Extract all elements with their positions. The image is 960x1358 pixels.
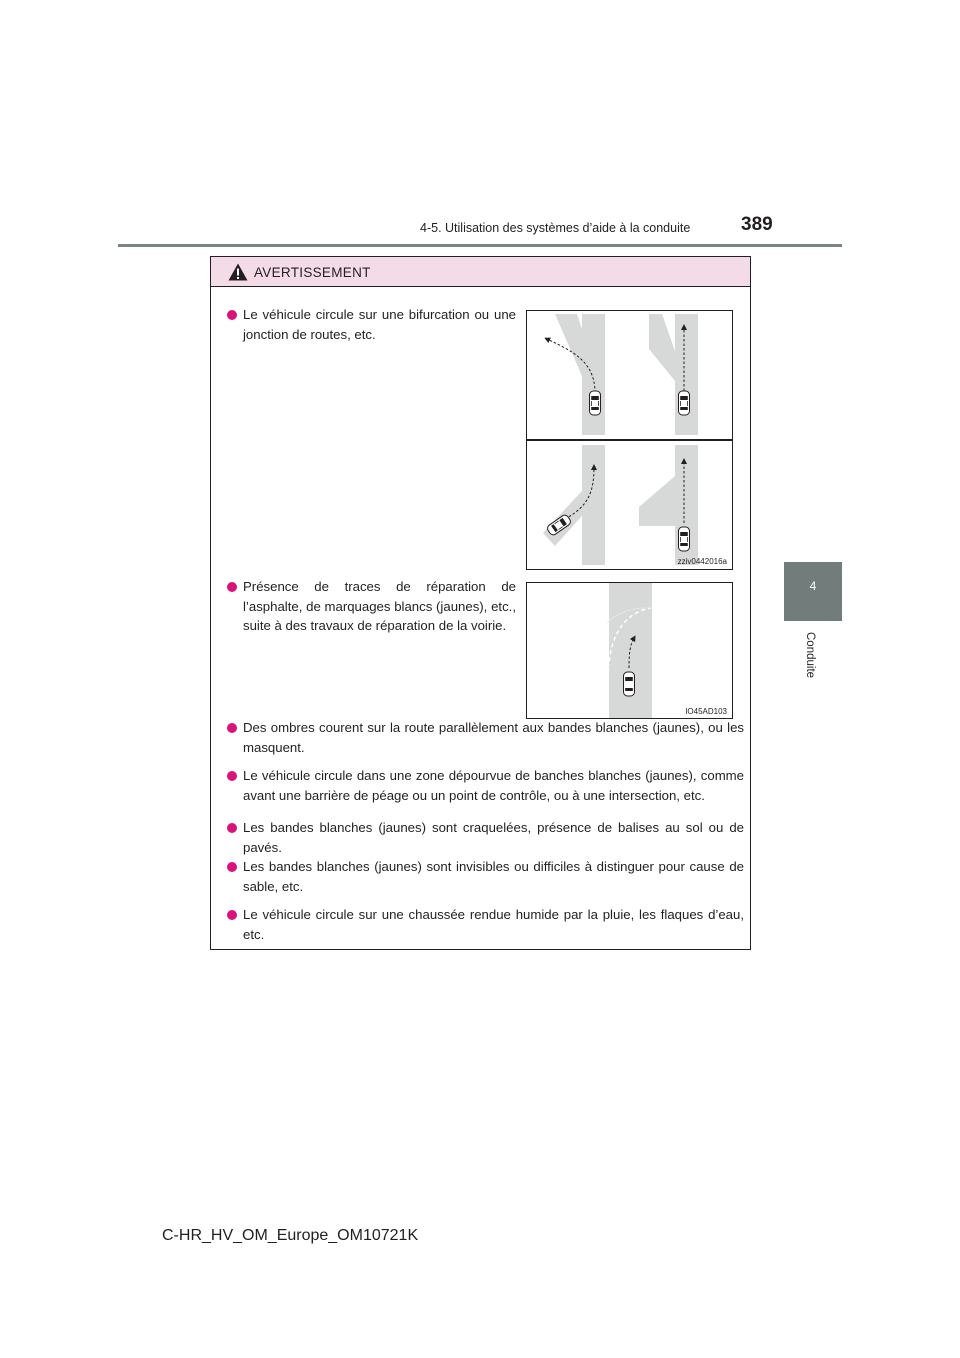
- figure-code: zziv0442016a: [677, 557, 727, 566]
- warning-item: Présence de traces de réparation de l’asphalte, de marquages blancs (jaunes), etc., suite à des travaux de réparation de la voirie.: [227, 577, 516, 636]
- warning-item: Des ombres courent sur la route parallèlement aux bandes blanches (jaunes), ou les masquent.: [227, 718, 744, 757]
- warning-item: Le véhicule circule sur une bifurcation ou une jonction de routes, etc.: [227, 305, 516, 344]
- chapter-number: 4: [809, 579, 817, 593]
- warning-item: Le véhicule circule dans une zone dépourvue de banches blanches (jaunes), comme avant une barrière de péage ou un point de contrôle, ou à une intersection, etc.: [227, 766, 744, 805]
- warning-item: Le véhicule circule sur une chaussée rendue humide par la pluie, les flaques d’eau, etc.: [227, 905, 744, 944]
- bullet-icon: [227, 310, 237, 320]
- warning-item: Les bandes blanches (jaunes) sont craquelées, présence de balises au sol ou de pavés.: [227, 818, 744, 857]
- chapter-tab[interactable]: [784, 562, 842, 621]
- warning-box: [210, 256, 751, 950]
- figure-repair-marks: [526, 582, 733, 719]
- warning-item: Les bandes blanches (jaunes) sont invisibles ou difficiles à distinguer pour cause de sable, etc.: [227, 857, 744, 896]
- warning-header: [211, 257, 750, 287]
- figure-road-forks: [526, 310, 733, 570]
- chapter-label: Conduite: [804, 632, 816, 679]
- section-title: 4-5. Utilisation des systèmes d’aide à la conduite: [420, 221, 691, 235]
- bullet-icon: [227, 582, 237, 592]
- header-divider: [118, 244, 842, 247]
- bullet-icon: [227, 723, 237, 733]
- bullet-icon: [227, 823, 237, 833]
- figure-code: IO45AD103: [685, 707, 727, 716]
- document-id: C-HR_HV_OM_Europe_OM10721K: [162, 1227, 419, 1244]
- warning-triangle-icon: [228, 263, 248, 281]
- bullet-icon: [227, 862, 237, 872]
- bullet-icon: [227, 771, 237, 781]
- warning-title: AVERTISSEMENT: [254, 265, 371, 280]
- bullet-icon: [227, 910, 237, 920]
- page-number: 389: [741, 214, 773, 235]
